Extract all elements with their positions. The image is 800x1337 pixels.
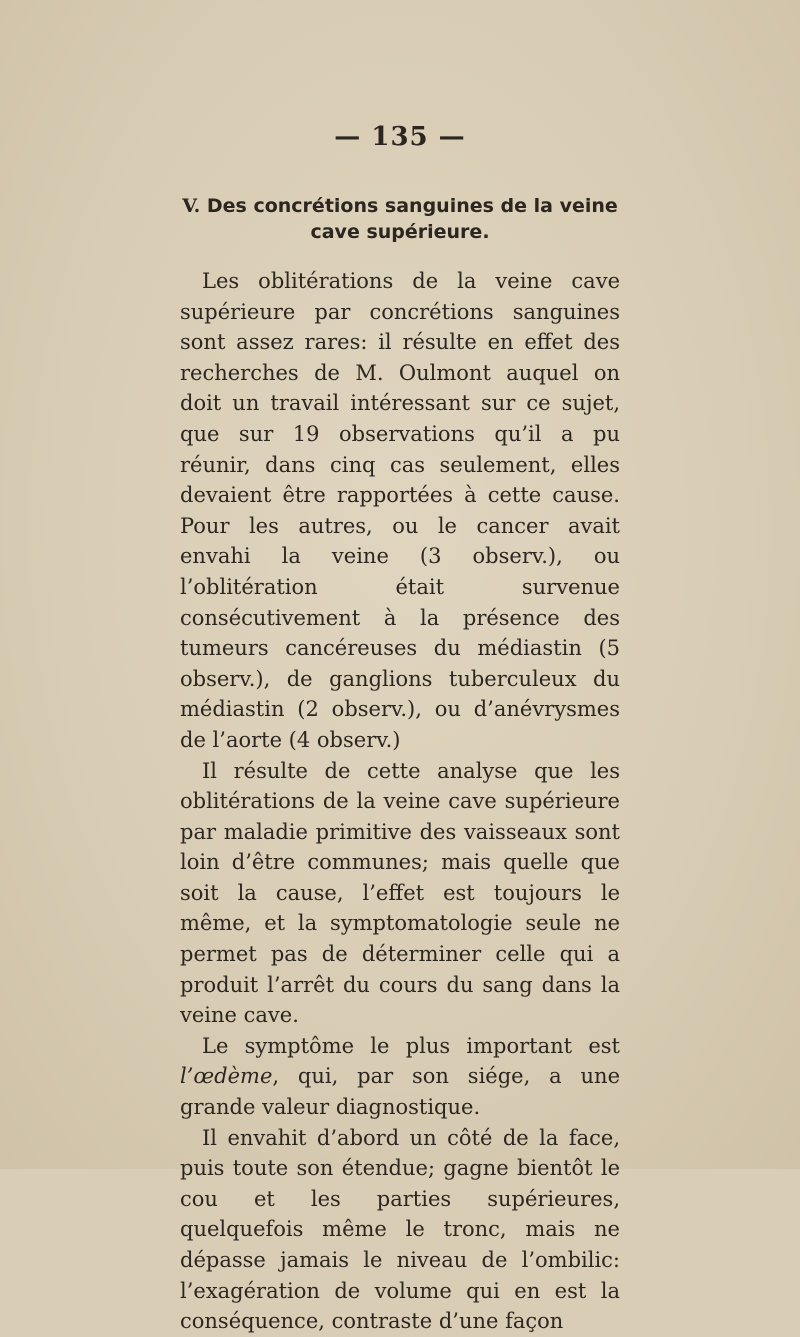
paragraph-3-tail: , qui, par son siége, a une grande valeur diagnostique. (180, 1064, 620, 1120)
paragraph-3-emphasis: l’œdème (180, 1064, 273, 1089)
paragraph-2: Il résulte de cette analyse que les oblitérations de la veine cave supérieure par maladie primitive des vaisseaux sont loin d’être communes; mais quelle que soit la cause, l’effet est toujours le même, et la symptomatologie seule ne permet pas de déterminer celle qui a produit l’arrêt du cours du sang dans la veine cave. (180, 758, 620, 1028)
section-heading (160, 193, 640, 245)
paragraph-3-lead: Le symptôme le plus important est (202, 1033, 620, 1058)
body-text (180, 266, 620, 1337)
paragraph-1: Les oblitérations de la veine cave supérieure par concrétions sanguines sont assez rares: il résulte en effet des recherches de M. Oulmont auquel on doit un travail intéressant sur ce sujet, que sur 19 observations qu’il a pu réunir, dans cinq cas seulement, elles devaient être rapportées à cette cause. Pour les autres, ou le cancer avait envahi la veine (3 observ.), ou l’oblitération était survenue consécutivement à la présence des tumeurs cancéreuses du médiastin (5 observ.), de ganglions tuberculeux du médiastin (2 observ.), ou d’anévrysmes de l’aorte (4 observ.) (180, 269, 620, 752)
paragraph-4: Il envahit d’abord un côté de la face, puis toute son étendue; gagne bientôt le cou et les parties supérieures, quelquefois même le tronc, mais ne dépasse jamais le niveau de l’ombilic: l’exagération de volume qui en est la conséquence, contraste d’une façon (180, 1125, 620, 1334)
paragraph-3 (180, 1031, 620, 1123)
page-number: — 135 — (334, 122, 466, 152)
section-number: V. (182, 195, 201, 217)
section-title: Des concrétions sanguines de la veine cave supérieure. (206, 195, 618, 243)
